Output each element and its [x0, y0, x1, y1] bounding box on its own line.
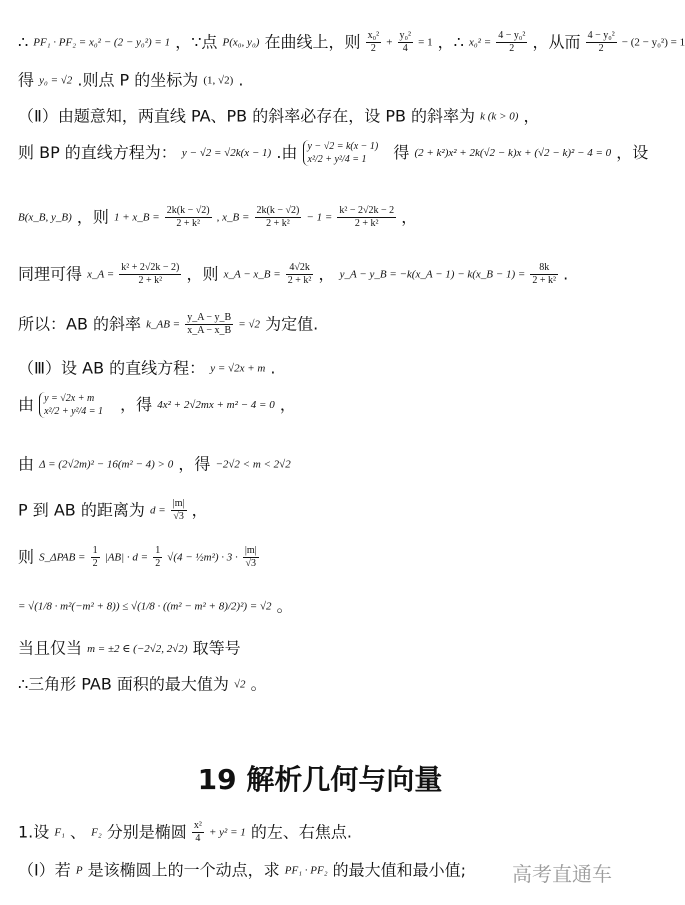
- line-9: 由 y = √2x + m x²/2 + y²/4 = 1 ，得 4x² + 2√2mx + m² − 4 = 0 ，: [18, 393, 296, 417]
- fraction: $\frac{y\_A - y\_B}{x\_A - x\_B}$: [187, 312, 232, 336]
- fraction: $\frac{|m|}{√3}$: [244, 545, 257, 569]
- line-7: 所以：AB 的斜率 k_AB = $\frac{y\_A - y\_B}{x\_A - x\_B}$ = √2 为定值.: [18, 312, 319, 336]
- point-expression: P(x₀, y₀): [222, 36, 260, 49]
- line-2: 得 y₀ = √2 .则点 P 的坐标为 (1, √2) .: [18, 70, 244, 90]
- line-11: P 到 AB 的距离为 d = $\frac{|m|}{√3}$ ，: [18, 498, 208, 522]
- fraction: $\frac{\text{y₀²}}{4}$: [399, 30, 412, 54]
- line-1: ∴ PF₁ · PF₂ = x₀² − (2 − y₀²) = 1 ，∵点 P(x₀, y₀) 在曲线上，则 $\frac{\text{x₀²}}{2}$ + $\frac{\text{y₀²}}{4}$ = 1 ，∴ x₀² = $\frac{\text{4 − y₀²}}{2}$ ，从而 $\frac{\text{4 − y₀²}}{2}$ − (2 − y₀²) = 1: [18, 30, 685, 54]
- line-10: 由 Δ = (2√2m)² − 16(m² − 4) > 0 ，得 −2√2 < m < 2√2: [18, 454, 291, 474]
- text: ，∵点: [175, 32, 218, 52]
- line-3: （Ⅱ）由题意知，两直线 PA、PB 的斜率必存在，设 PB 的斜率为 k (k > 0) ，: [18, 106, 540, 126]
- therefore-symbol: ∴: [18, 32, 29, 52]
- fraction: $\frac{\text{k² + 2√2k − 2)}}{\text{2 + k²}}$: [121, 262, 180, 286]
- fraction: $\frac{8k}{\text{2 + k²}}$: [532, 262, 557, 286]
- fraction: $\frac{\text{k² − 2√2k − 2}}{\text{2 + k²}}$: [339, 205, 395, 229]
- fraction: $\frac{\text{4 − y₀²}}{2}$: [587, 30, 615, 54]
- fraction: $\frac{1}{2}$: [155, 545, 161, 569]
- math-inline: (1, √2): [203, 74, 234, 87]
- line-13: = √(1/8 · m²(−m² + 8)) ≤ √(1/8 · ((m² − m² + 8)/2)²) = √2 。: [18, 596, 293, 616]
- equation-system: y − √2 = k(x − 1) x²/2 + y²/4 = 1: [303, 140, 379, 166]
- equation-system: y = √2x + m x²/2 + y²/4 = 1: [39, 392, 103, 418]
- fraction: $\frac{4√2k}{\text{2 + k²}}$: [287, 262, 312, 286]
- line-12: 则 S_ΔPAB = $\frac{1}{2}$ |AB| · d = $\frac{1}{2}$ √(4 − ½m²) · 3 · $\frac{|m|}{√3}$: [18, 545, 257, 569]
- fraction: $\frac{\text{4 − y₀²}}{2}$: [498, 30, 526, 54]
- math-inline: y₀ = √2: [39, 74, 73, 87]
- fraction: $\frac{\text{x²}}{4}$: [193, 820, 202, 844]
- section-title: 19 解析几何与向量: [197, 763, 443, 796]
- line-4: 则 BP 的直线方程为： y − √2 = √2k(x − 1) .由 y − √2 = k(x − 1) x²/2 + y²/4 = 1 得 (2 + k²)x² + 2k(√2 − k)x + (√2 − k)² − 4 = 0 ，设: [18, 141, 649, 165]
- fraction: $\frac{\text{x₀²}}{2}$: [367, 30, 380, 54]
- dot-product-expression: PF₁ · PF₂ = x₀² − (2 − y₀²) = 1: [33, 36, 171, 49]
- fraction: $\frac{1}{2}$: [92, 545, 98, 569]
- line-17: （Ⅰ）若 P 是该椭圆上的一个动点，求 PF₁ · PF₂ 的最大值和最小值;: [18, 860, 467, 880]
- text: 在曲线上，则: [264, 32, 361, 52]
- watermark: 高考直通车: [512, 862, 612, 886]
- line-14: 当且仅当 m = ±2 ∈ (−2√2, 2√2) 取等号: [18, 638, 241, 658]
- fraction: $\frac{|m|}{√3}$: [172, 498, 185, 522]
- line-8: （Ⅲ）设 AB 的直线方程： y = √2x + m .: [18, 358, 276, 378]
- fraction: $\frac{2k(k - √2)}{\text{2 + k²}}$: [166, 205, 210, 229]
- line-5: B(x_B, y_B) ，则 1 + x_B = $\frac{2k(k - √2)}{\text{2 + k²}}$ , x_B = $\frac{2k(k - √2)}{\text{2 + k²}}$ − 1 = $\frac{\text{k² − 2√2k − 2}}{\text{2 + k²}}$ ，: [18, 205, 418, 229]
- line-15: ∴三角形 PAB 面积的最大值为 √2 。: [18, 674, 267, 694]
- line-6: 同理可得 x_A = $\frac{\text{k² + 2√2k − 2)}}{\text{2 + k²}}$ ，则 x_A − x_B = $\frac{4√2k}{\text{2 + k²}}$ ， y_A − y_B = −k(x_A − 1) − k(x_B − 1) = $\frac{8k}{\text{2 + k²}}$ .: [18, 262, 569, 286]
- line-16: 1.设 F₁ 、 F₂ 分别是椭圆 $\frac{\text{x²}}{4}$ + y² = 1 的左、右焦点.: [18, 820, 352, 844]
- fraction: $\frac{2k(k - √2)}{\text{2 + k²}}$: [256, 205, 300, 229]
